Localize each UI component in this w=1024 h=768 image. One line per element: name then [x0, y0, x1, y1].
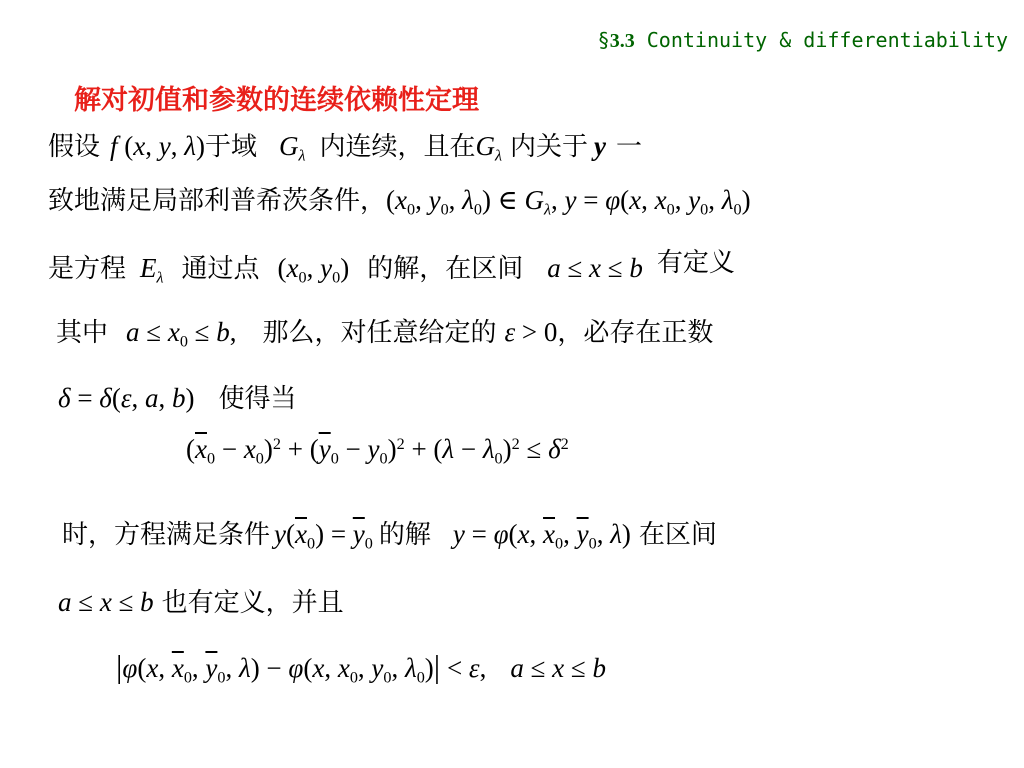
text-segment: 于域 — [204, 132, 257, 162]
text-segment: 其中 — [56, 318, 109, 348]
text-segment: 那么，对任意给定的 — [262, 318, 497, 348]
text-segment: 通过点 — [181, 254, 260, 284]
text-segment: 的解 — [378, 520, 431, 550]
formula-g-lambda: $G_\lambda$ — [278, 131, 306, 165]
text-segment: ，必存在正数 — [557, 318, 714, 348]
text-line-8 — [58, 582, 344, 619]
formula-new-solution: y = φ(x, $\overline{x}_0$, $\overline{y}_0$, λ) — [452, 519, 631, 553]
text-line-3 — [48, 248, 735, 285]
text-segment: 假设 — [48, 132, 101, 162]
theorem-title: 解对初值和参数的连续依赖性定理 — [74, 85, 479, 116]
text-line-4 — [56, 312, 713, 349]
text-segment: 致地满足局部利普希茨条件， — [48, 186, 387, 216]
formula-continuity-conclusion: |φ(x, $\overline{x}_0$, $\overline{y}_0$, λ) − φ(x, $x_0$, $y_0$, $\lambda_0)| < \varepsilon$, a ≤ x ≤ b — [116, 648, 606, 687]
formula-e-lambda: $E_\lambda$ — [140, 253, 164, 287]
text-segment: 是方程 — [48, 254, 127, 284]
section-title: Continuity & differentiability — [634, 28, 1008, 52]
formula-delta: δ = δ(ε, a, b) — [58, 383, 195, 413]
section-number: 3.3 — [609, 30, 635, 52]
text-segment: 内连续，且在 — [319, 132, 476, 162]
text-segment: 一 — [616, 132, 643, 162]
formula-interval: a ≤ x ≤ b — [58, 587, 154, 617]
text-line-1 — [48, 126, 642, 163]
text-segment: 内关于 — [510, 132, 589, 162]
section-header — [598, 28, 1008, 53]
formula-x0-range: $a \le x_0 \le b$, — [126, 317, 237, 351]
text-segment: 时，方程满足条件 — [62, 520, 271, 550]
text-line-5 — [58, 378, 297, 415]
text-segment: 也有定义，并且 — [161, 588, 344, 618]
formula-distance-condition: $(\overline{x}_0 - x_0)^2 + (\overline{y}_0 - y_0)^2 + (\lambda - \lambda_0)^2 \le \delta^2$ — [186, 434, 569, 468]
text-segment: 在区间 — [638, 520, 717, 550]
text-line-2 — [48, 180, 751, 217]
text-segment: 使得当 — [218, 384, 297, 414]
formula-epsilon: ε > 0 — [504, 317, 558, 347]
variable-y: y — [594, 131, 607, 161]
text-line-7 — [62, 514, 717, 551]
section-symbol: § — [597, 28, 610, 52]
text-segment: 有定义 — [656, 248, 735, 278]
formula-new-initial: $y(\overline{x}_0) = \overline{y}_0$ — [274, 519, 373, 553]
formula-f: f (x, y, λ) — [110, 131, 205, 161]
formula-initial-condition: ($x_0$, $y_0$, $\lambda_0$) ∈ $G_\lambda$, y = φ(x, $x_0$, $y_0$, $\lambda_0$) — [386, 185, 751, 219]
formula-point: ($x_0$, $y_0$) — [277, 253, 350, 287]
text-segment: 的解，在区间 — [367, 254, 524, 284]
formula-interval: a ≤ x ≤ b — [547, 253, 643, 283]
formula-g-lambda: $G_\lambda$ — [475, 131, 503, 165]
